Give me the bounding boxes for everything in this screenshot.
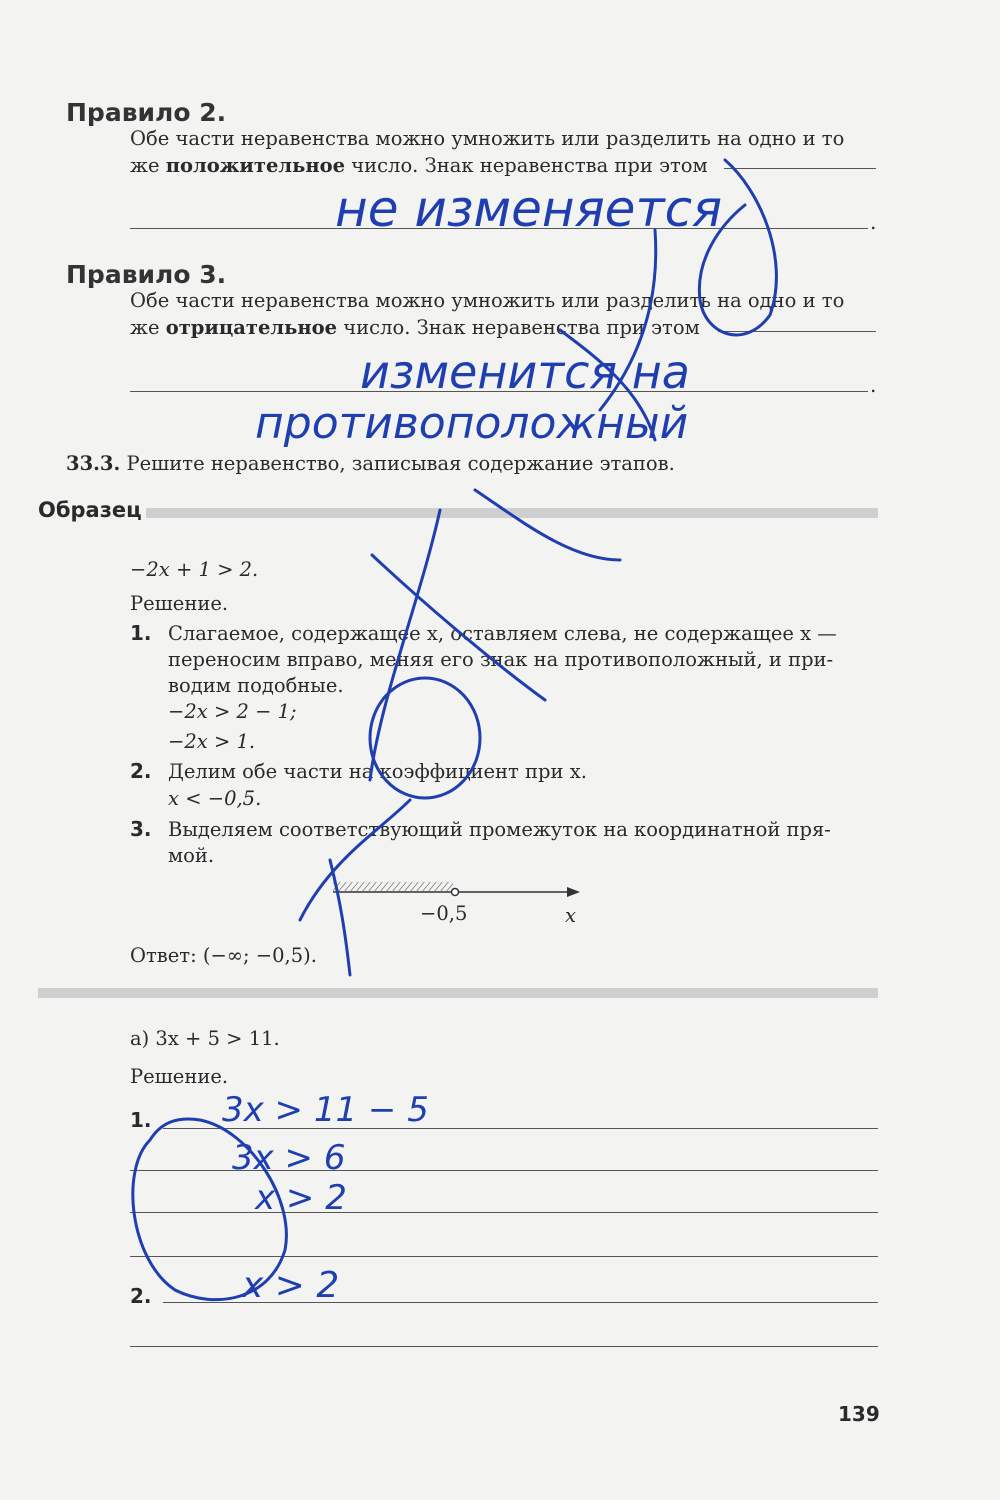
number-line-point-label: −0,5: [420, 902, 468, 925]
part-a-step1-number: 1.: [130, 1108, 152, 1132]
rule3-line2-bold: отрицательное: [165, 316, 338, 339]
rule3-line2: [130, 314, 700, 341]
rule3-line2-pre: же: [130, 316, 166, 339]
part-a-handwritten-line1: 3x > 11 − 5: [222, 1090, 429, 1130]
rule3-line2-post: число. Знак неравенства при этом: [337, 316, 700, 339]
sample-step3-number: 3.: [130, 817, 152, 841]
sample-answer: Ответ: (−∞; −0,5).: [130, 944, 317, 967]
rule2-title: Правило 2.: [66, 98, 227, 127]
sample-step2-math1: x < −0,5.: [168, 787, 262, 810]
part-a-step2-number: 2.: [130, 1284, 152, 1308]
sample-bar-top: [146, 508, 878, 518]
sample-step1-line2: переносим вправо, меняя его знак на противоположный, и при-: [168, 648, 834, 671]
task-number: 33.3.: [66, 452, 121, 475]
rule3-period: .: [870, 373, 877, 397]
sample-label: Образец: [38, 498, 142, 522]
rule2-handwritten-answer: не изменяется: [335, 180, 723, 238]
sample-solution-label: Решение.: [130, 592, 229, 615]
rule3-handwritten-answer-1: изменится на: [360, 345, 690, 399]
task-header: [66, 450, 675, 477]
scribble-stroke-6: [330, 860, 350, 975]
sample-step1-line3: водим подобные.: [168, 674, 344, 697]
rule2-line1: Обе части неравенства можно умножить или разделить на одно и то: [130, 127, 845, 150]
sample-step1-math1: −2x > 2 − 1;: [168, 700, 297, 723]
sample-step2-number: 2.: [130, 759, 152, 783]
sample-step1-math2: −2x > 1.: [168, 730, 256, 753]
sample-step3-line2: мой.: [168, 844, 215, 867]
rule2-line2-post: число. Знак неравенства при этом: [345, 154, 708, 177]
scribble-stroke-3: [475, 490, 620, 560]
rule3-line1: Обе части неравенства можно умножить или разделить на одно и то: [130, 289, 845, 312]
sample-step2-line1: Делим обе части на коэффициент при x.: [168, 760, 587, 783]
number-line-hatch: [333, 882, 453, 891]
page-number: 139: [838, 1402, 880, 1426]
answer-line-6[interactable]: [130, 1346, 878, 1347]
sample-step1-number: 1.: [130, 621, 152, 645]
sample-bar-bottom: [38, 988, 878, 998]
rule3-handwritten-answer-2: противоположный: [255, 398, 689, 449]
answer-line-3[interactable]: [130, 1212, 878, 1213]
task-text: Решите неравенство, записывая содержание этапов.: [126, 452, 675, 475]
part-a-handwritten-line2: 3x > 6: [232, 1138, 346, 1178]
rule2-period: .: [870, 210, 877, 234]
sample-step3-line1: Выделяем соответствующий промежуток на координатной пря-: [168, 818, 831, 841]
rule2-line2-bold: положительное: [165, 154, 346, 177]
rule2-line2-pre: же: [130, 154, 166, 177]
rule2-fill-line-1: [724, 168, 876, 169]
rule2-line2: [130, 152, 708, 179]
rule3-fill-line-1: [718, 331, 876, 332]
rule3-title: Правило 3.: [66, 260, 227, 289]
part-a-handwritten-line3: x > 2: [255, 1178, 347, 1218]
part-a-handwritten-step2: x > 2: [242, 1265, 340, 1306]
part-a-label: а) 3x + 5 > 11.: [130, 1027, 280, 1050]
answer-line-4[interactable]: [130, 1256, 878, 1257]
sample-step1-line1: Слагаемое, содержащее x, оставляем слева, не содержащее x —: [168, 622, 837, 645]
part-a-solution-label: Решение.: [130, 1065, 229, 1088]
number-line-var-label: x: [565, 904, 576, 927]
sample-inequality: −2x + 1 > 2.: [130, 558, 259, 581]
number-line-arrow: [567, 887, 580, 897]
number-line-open-point: [452, 889, 459, 896]
